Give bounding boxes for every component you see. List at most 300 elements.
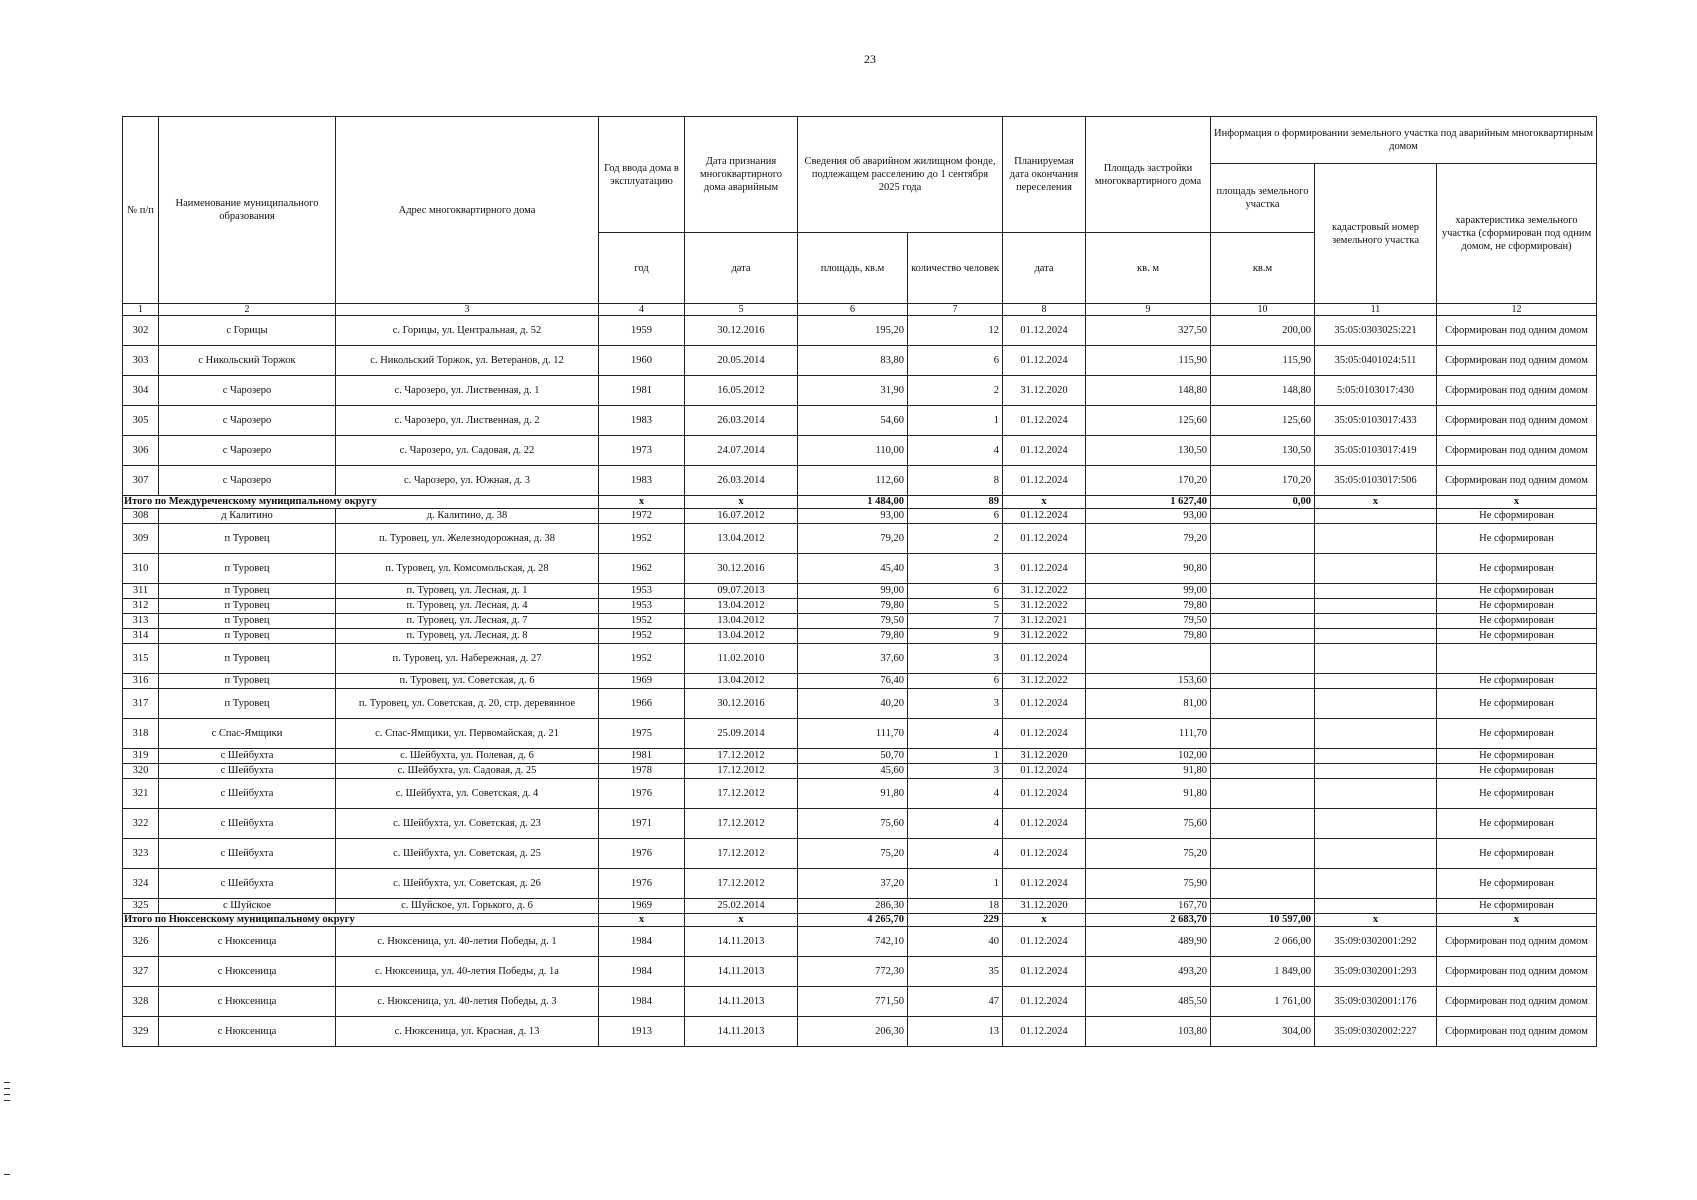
municipality-cell: п Туровец bbox=[159, 554, 336, 584]
land-area-cell bbox=[1211, 554, 1315, 584]
address-cell: п. Туровец, ул. Лесная, д. 1 bbox=[336, 584, 599, 599]
land-area-cell bbox=[1211, 629, 1315, 644]
address-cell: п. Туровец, ул. Лесная, д. 8 bbox=[336, 629, 599, 644]
address-cell: п. Туровец, ул. Советская, д. 6 bbox=[336, 674, 599, 689]
address-cell: п. Туровец, ул. Лесная, д. 7 bbox=[336, 614, 599, 629]
address-cell: с. Шуйское, ул. Горького, д. 6 bbox=[336, 899, 599, 914]
table-row bbox=[123, 436, 1597, 466]
land-area-cell bbox=[1211, 689, 1315, 719]
recognition-date-cell: 17.12.2012 bbox=[685, 779, 798, 809]
margin-mark bbox=[4, 1088, 10, 1089]
table-row bbox=[123, 346, 1597, 376]
row-number: 327 bbox=[123, 957, 159, 987]
table-row bbox=[123, 1017, 1597, 1047]
header-cadastral: кадастровый номер земельного участка bbox=[1315, 164, 1437, 304]
land-area-cell bbox=[1211, 644, 1315, 674]
subtotal-cadastral-number-cell: x bbox=[1315, 496, 1437, 509]
people-cell: 4 bbox=[908, 779, 1003, 809]
recognition-date-cell: 16.05.2012 bbox=[685, 376, 798, 406]
area-cell: 76,40 bbox=[798, 674, 908, 689]
year-cell: 1976 bbox=[599, 779, 685, 809]
resettlement-date-cell: 31.12.2021 bbox=[1003, 614, 1086, 629]
subtotal-land-characteristic-cell: x bbox=[1437, 496, 1597, 509]
subtotal-row bbox=[123, 914, 1597, 927]
land-characteristic-cell: Не сформирован bbox=[1437, 629, 1597, 644]
municipality-cell: с Чарозеро bbox=[159, 436, 336, 466]
row-number: 315 bbox=[123, 644, 159, 674]
margin-mark bbox=[4, 1174, 10, 1175]
area-cell: 111,70 bbox=[798, 719, 908, 749]
resettlement-date-cell: 01.12.2024 bbox=[1003, 987, 1086, 1017]
subtotal-year-cell: x bbox=[599, 914, 685, 927]
area-cell: 79,80 bbox=[798, 629, 908, 644]
land-area-cell bbox=[1211, 599, 1315, 614]
land-area-cell bbox=[1211, 524, 1315, 554]
year-cell: 1952 bbox=[599, 614, 685, 629]
land-characteristic-cell: Не сформирован bbox=[1437, 524, 1597, 554]
column-number: 11 bbox=[1315, 304, 1437, 316]
municipality-cell: с Никольский Торжок bbox=[159, 346, 336, 376]
cadastral-number-cell bbox=[1315, 554, 1437, 584]
cadastral-number-cell bbox=[1315, 509, 1437, 524]
margin-mark bbox=[4, 1100, 10, 1101]
land-characteristic-cell: Не сформирован bbox=[1437, 554, 1597, 584]
resettlement-date-cell: 01.12.2024 bbox=[1003, 316, 1086, 346]
built-area-cell: 170,20 bbox=[1086, 466, 1211, 496]
cadastral-number-cell: 35:09:0302001:293 bbox=[1315, 957, 1437, 987]
land-area-cell: 170,20 bbox=[1211, 466, 1315, 496]
land-characteristic-cell: Не сформирован bbox=[1437, 584, 1597, 599]
address-cell: с. Нюксеница, ул. Красная, д. 13 bbox=[336, 1017, 599, 1047]
area-cell: 742,10 bbox=[798, 927, 908, 957]
recognition-date-cell: 13.04.2012 bbox=[685, 614, 798, 629]
subtotal-year-cell: x bbox=[599, 496, 685, 509]
row-number: 309 bbox=[123, 524, 159, 554]
page-number: 23 bbox=[864, 52, 876, 66]
year-cell: 1966 bbox=[599, 689, 685, 719]
land-area-cell: 130,50 bbox=[1211, 436, 1315, 466]
address-cell: с. Горицы, ул. Центральная, д. 52 bbox=[336, 316, 599, 346]
address-cell: с. Шейбухта, ул. Советская, д. 4 bbox=[336, 779, 599, 809]
built-area-cell: 102,00 bbox=[1086, 749, 1211, 764]
year-cell: 1913 bbox=[599, 1017, 685, 1047]
subtotal-area-cell: 1 484,00 bbox=[798, 496, 908, 509]
row-number: 312 bbox=[123, 599, 159, 614]
cadastral-number-cell bbox=[1315, 869, 1437, 899]
year-cell: 1952 bbox=[599, 644, 685, 674]
land-characteristic-cell: Сформирован под одним домом bbox=[1437, 957, 1597, 987]
table-row bbox=[123, 584, 1597, 599]
address-cell: с. Чарозеро, ул. Южная, д. 3 bbox=[336, 466, 599, 496]
row-number: 316 bbox=[123, 674, 159, 689]
resettlement-date-cell: 01.12.2024 bbox=[1003, 509, 1086, 524]
recognition-date-cell: 17.12.2012 bbox=[685, 839, 798, 869]
subtotal-area-cell: 4 265,70 bbox=[798, 914, 908, 927]
year-cell: 1969 bbox=[599, 674, 685, 689]
municipality-cell: д Калитино bbox=[159, 509, 336, 524]
cadastral-number-cell: 35:05:0103017:506 bbox=[1315, 466, 1437, 496]
land-area-cell: 148,80 bbox=[1211, 376, 1315, 406]
municipality-cell: с Шуйское bbox=[159, 899, 336, 914]
recognition-date-cell: 24.07.2014 bbox=[685, 436, 798, 466]
municipality-cell: п Туровец bbox=[159, 689, 336, 719]
column-number: 5 bbox=[685, 304, 798, 316]
land-area-cell bbox=[1211, 839, 1315, 869]
recognition-date-cell: 30.12.2016 bbox=[685, 689, 798, 719]
column-number: 7 bbox=[908, 304, 1003, 316]
resettlement-date-cell: 01.12.2024 bbox=[1003, 809, 1086, 839]
table-row bbox=[123, 957, 1597, 987]
built-area-cell: 90,80 bbox=[1086, 554, 1211, 584]
year-cell: 1976 bbox=[599, 869, 685, 899]
area-cell: 40,20 bbox=[798, 689, 908, 719]
people-cell: 6 bbox=[908, 509, 1003, 524]
land-characteristic-cell: Не сформирован bbox=[1437, 509, 1597, 524]
resettlement-date-cell: 01.12.2024 bbox=[1003, 524, 1086, 554]
land-characteristic-cell: Сформирован под одним домом bbox=[1437, 466, 1597, 496]
resettlement-date-cell: 01.12.2024 bbox=[1003, 644, 1086, 674]
resettlement-date-cell: 31.12.2022 bbox=[1003, 629, 1086, 644]
land-characteristic-cell: Сформирован под одним домом bbox=[1437, 1017, 1597, 1047]
subtotal-row bbox=[123, 496, 1597, 509]
address-cell: с. Шейбухта, ул. Советская, д. 25 bbox=[336, 839, 599, 869]
recognition-date-cell: 26.03.2014 bbox=[685, 406, 798, 436]
area-cell: 110,00 bbox=[798, 436, 908, 466]
header-address: Адрес многоквартирного дома bbox=[336, 117, 599, 304]
built-area-cell: 79,50 bbox=[1086, 614, 1211, 629]
built-area-cell: 103,80 bbox=[1086, 1017, 1211, 1047]
resettlement-date-cell: 01.12.2024 bbox=[1003, 869, 1086, 899]
people-cell: 6 bbox=[908, 346, 1003, 376]
address-cell: п. Туровец, ул. Лесная, д. 4 bbox=[336, 599, 599, 614]
subtotal-land-area-cell: 10 597,00 bbox=[1211, 914, 1315, 927]
row-number: 323 bbox=[123, 839, 159, 869]
subtotal-resettlement-date-cell: x bbox=[1003, 496, 1086, 509]
column-number: 12 bbox=[1437, 304, 1597, 316]
area-cell: 91,80 bbox=[798, 779, 908, 809]
recognition-date-cell: 17.12.2012 bbox=[685, 809, 798, 839]
row-number: 303 bbox=[123, 346, 159, 376]
header-resettlement: Планируемая дата окончания переселения bbox=[1003, 117, 1086, 233]
subtotal-recognition-date-cell: x bbox=[685, 496, 798, 509]
land-characteristic-cell: Не сформирован bbox=[1437, 779, 1597, 809]
header-land-info: Информация о формировании земельного участка под аварийным многоквартирным домом bbox=[1211, 117, 1597, 164]
year-cell: 1971 bbox=[599, 809, 685, 839]
resettlement-date-cell: 01.12.2024 bbox=[1003, 346, 1086, 376]
municipality-cell: п Туровец bbox=[159, 644, 336, 674]
subtotal-land-characteristic-cell: x bbox=[1437, 914, 1597, 927]
address-cell: с. Чарозеро, ул. Лиственная, д. 1 bbox=[336, 376, 599, 406]
people-cell: 47 bbox=[908, 987, 1003, 1017]
year-cell: 1984 bbox=[599, 927, 685, 957]
municipality-cell: п Туровец bbox=[159, 629, 336, 644]
row-number: 320 bbox=[123, 764, 159, 779]
recognition-date-cell: 13.04.2012 bbox=[685, 629, 798, 644]
recognition-date-cell: 16.07.2012 bbox=[685, 509, 798, 524]
land-area-cell bbox=[1211, 899, 1315, 914]
land-characteristic-cell: Не сформирован bbox=[1437, 869, 1597, 899]
header-unit-sqm: кв. м bbox=[1086, 233, 1211, 304]
year-cell: 1976 bbox=[599, 839, 685, 869]
municipality-cell: п Туровец bbox=[159, 524, 336, 554]
built-area-cell: 493,20 bbox=[1086, 957, 1211, 987]
table-row bbox=[123, 689, 1597, 719]
land-characteristic-cell: Сформирован под одним домом bbox=[1437, 406, 1597, 436]
land-characteristic-cell bbox=[1437, 644, 1597, 674]
header-unit-sqm2: кв.м bbox=[1211, 233, 1315, 304]
year-cell: 1960 bbox=[599, 346, 685, 376]
municipality-cell: с Шейбухта bbox=[159, 749, 336, 764]
municipality-cell: п Туровец bbox=[159, 599, 336, 614]
municipality-cell: с Чарозеро bbox=[159, 376, 336, 406]
cadastral-number-cell bbox=[1315, 899, 1437, 914]
cadastral-number-cell bbox=[1315, 779, 1437, 809]
cadastral-number-cell bbox=[1315, 599, 1437, 614]
subtotal-built-area-cell: 1 627,40 bbox=[1086, 496, 1211, 509]
cadastral-number-cell: 35:09:0302002:227 bbox=[1315, 1017, 1437, 1047]
row-number: 306 bbox=[123, 436, 159, 466]
table-row bbox=[123, 466, 1597, 496]
land-area-cell: 125,60 bbox=[1211, 406, 1315, 436]
resettlement-date-cell: 01.12.2024 bbox=[1003, 406, 1086, 436]
municipality-cell: с Чарозеро bbox=[159, 406, 336, 436]
column-number: 1 bbox=[123, 304, 159, 316]
land-characteristic-cell: Сформирован под одним домом bbox=[1437, 316, 1597, 346]
cadastral-number-cell bbox=[1315, 839, 1437, 869]
table-row bbox=[123, 869, 1597, 899]
built-area-cell: 75,90 bbox=[1086, 869, 1211, 899]
municipality-cell: с Чарозеро bbox=[159, 466, 336, 496]
people-cell: 6 bbox=[908, 674, 1003, 689]
table-row bbox=[123, 614, 1597, 629]
land-area-cell: 115,90 bbox=[1211, 346, 1315, 376]
area-cell: 45,60 bbox=[798, 764, 908, 779]
land-area-cell: 304,00 bbox=[1211, 1017, 1315, 1047]
table-row bbox=[123, 809, 1597, 839]
column-number: 9 bbox=[1086, 304, 1211, 316]
year-cell: 1969 bbox=[599, 899, 685, 914]
land-area-cell bbox=[1211, 869, 1315, 899]
area-cell: 31,90 bbox=[798, 376, 908, 406]
year-cell: 1973 bbox=[599, 436, 685, 466]
row-number: 328 bbox=[123, 987, 159, 1017]
recognition-date-cell: 26.03.2014 bbox=[685, 466, 798, 496]
subtotal-cadastral-number-cell: x bbox=[1315, 914, 1437, 927]
address-cell: д. Калитино, д. 38 bbox=[336, 509, 599, 524]
municipality-cell: с Нюксеница bbox=[159, 957, 336, 987]
municipality-cell: с Шейбухта bbox=[159, 839, 336, 869]
address-cell: п. Туровец, ул. Комсомольская, д. 28 bbox=[336, 554, 599, 584]
resettlement-date-cell: 01.12.2024 bbox=[1003, 779, 1086, 809]
area-cell: 75,20 bbox=[798, 839, 908, 869]
row-number: 324 bbox=[123, 869, 159, 899]
land-characteristic-cell: Сформирован под одним домом bbox=[1437, 436, 1597, 466]
address-cell: с. Нюксеница, ул. 40-летия Победы, д. 3 bbox=[336, 987, 599, 1017]
people-cell: 4 bbox=[908, 719, 1003, 749]
cadastral-number-cell: 35:09:0302001:292 bbox=[1315, 927, 1437, 957]
land-area-cell: 1 849,00 bbox=[1211, 957, 1315, 987]
table-row bbox=[123, 644, 1597, 674]
land-characteristic-cell: Не сформирован bbox=[1437, 809, 1597, 839]
people-cell: 3 bbox=[908, 554, 1003, 584]
address-cell: с. Нюксеница, ул. 40-летия Победы, д. 1а bbox=[336, 957, 599, 987]
land-characteristic-cell: Не сформирован bbox=[1437, 674, 1597, 689]
area-cell: 772,30 bbox=[798, 957, 908, 987]
built-area-cell: 99,00 bbox=[1086, 584, 1211, 599]
recognition-date-cell: 17.12.2012 bbox=[685, 764, 798, 779]
resettlement-date-cell: 31.12.2020 bbox=[1003, 749, 1086, 764]
margin-mark bbox=[4, 1082, 10, 1083]
people-cell: 6 bbox=[908, 584, 1003, 599]
row-number: 318 bbox=[123, 719, 159, 749]
built-area-cell: 485,50 bbox=[1086, 987, 1211, 1017]
cadastral-number-cell bbox=[1315, 629, 1437, 644]
address-cell: п. Туровец, ул. Железнодорожная, д. 38 bbox=[336, 524, 599, 554]
land-area-cell bbox=[1211, 779, 1315, 809]
subtotal-people-cell: 89 bbox=[908, 496, 1003, 509]
header-recognition: Дата признания многоквартирного дома аварийным bbox=[685, 117, 798, 233]
people-cell: 1 bbox=[908, 869, 1003, 899]
year-cell: 1972 bbox=[599, 509, 685, 524]
table-row bbox=[123, 599, 1597, 614]
area-cell: 37,20 bbox=[798, 869, 908, 899]
cadastral-number-cell bbox=[1315, 674, 1437, 689]
cadastral-number-cell bbox=[1315, 719, 1437, 749]
land-characteristic-cell: Сформирован под одним домом bbox=[1437, 376, 1597, 406]
row-number: 317 bbox=[123, 689, 159, 719]
resettlement-date-cell: 01.12.2024 bbox=[1003, 839, 1086, 869]
row-number: 307 bbox=[123, 466, 159, 496]
year-cell: 1981 bbox=[599, 376, 685, 406]
subtotal-built-area-cell: 2 683,70 bbox=[1086, 914, 1211, 927]
people-cell: 40 bbox=[908, 927, 1003, 957]
municipality-cell: с Нюксеница bbox=[159, 927, 336, 957]
built-area-cell: 75,60 bbox=[1086, 809, 1211, 839]
area-cell: 45,40 bbox=[798, 554, 908, 584]
people-cell: 2 bbox=[908, 376, 1003, 406]
people-cell: 3 bbox=[908, 764, 1003, 779]
resettlement-date-cell: 01.12.2024 bbox=[1003, 927, 1086, 957]
table-row bbox=[123, 376, 1597, 406]
built-area-cell: 79,20 bbox=[1086, 524, 1211, 554]
row-number: 326 bbox=[123, 927, 159, 957]
header-municipality: Наименование муниципального образования bbox=[159, 117, 336, 304]
people-cell: 7 bbox=[908, 614, 1003, 629]
row-number: 329 bbox=[123, 1017, 159, 1047]
land-area-cell bbox=[1211, 719, 1315, 749]
table-row bbox=[123, 674, 1597, 689]
header-land-area: площадь земельного участка bbox=[1211, 164, 1315, 233]
people-cell: 12 bbox=[908, 316, 1003, 346]
people-cell: 1 bbox=[908, 406, 1003, 436]
land-area-cell bbox=[1211, 809, 1315, 839]
address-cell: с. Спас-Ямщики, ул. Первомайская, д. 21 bbox=[336, 719, 599, 749]
table-row bbox=[123, 839, 1597, 869]
year-cell: 1952 bbox=[599, 524, 685, 554]
land-characteristic-cell: Не сформирован bbox=[1437, 764, 1597, 779]
subtotal-resettlement-date-cell: x bbox=[1003, 914, 1086, 927]
area-cell: 79,50 bbox=[798, 614, 908, 629]
header-num: № п/п bbox=[123, 117, 159, 304]
land-characteristic-cell: Не сформирован bbox=[1437, 599, 1597, 614]
subtotal-recognition-date-cell: x bbox=[685, 914, 798, 927]
recognition-date-cell: 17.12.2012 bbox=[685, 749, 798, 764]
resettlement-date-cell: 31.12.2020 bbox=[1003, 899, 1086, 914]
recognition-date-cell: 14.11.2013 bbox=[685, 1017, 798, 1047]
resettlement-date-cell: 01.12.2024 bbox=[1003, 719, 1086, 749]
area-cell: 112,60 bbox=[798, 466, 908, 496]
table-row bbox=[123, 406, 1597, 436]
header-unit-date: дата bbox=[685, 233, 798, 304]
recognition-date-cell: 20.05.2014 bbox=[685, 346, 798, 376]
land-area-cell bbox=[1211, 764, 1315, 779]
people-cell: 13 bbox=[908, 1017, 1003, 1047]
cadastral-number-cell bbox=[1315, 809, 1437, 839]
resettlement-date-cell: 01.12.2024 bbox=[1003, 689, 1086, 719]
year-cell: 1978 bbox=[599, 764, 685, 779]
address-cell: с. Шейбухта, ул. Советская, д. 26 bbox=[336, 869, 599, 899]
resettlement-date-cell: 31.12.2020 bbox=[1003, 376, 1086, 406]
built-area-cell: 91,80 bbox=[1086, 779, 1211, 809]
built-area-cell: 167,70 bbox=[1086, 899, 1211, 914]
row-number: 311 bbox=[123, 584, 159, 599]
recognition-date-cell: 17.12.2012 bbox=[685, 869, 798, 899]
subtotal-label: Итого по Нюксенскому муниципальному округу bbox=[123, 914, 599, 927]
column-number: 2 bbox=[159, 304, 336, 316]
built-area-cell: 125,60 bbox=[1086, 406, 1211, 436]
address-cell: с. Никольский Торжок, ул. Ветеранов, д. 12 bbox=[336, 346, 599, 376]
built-area-cell: 91,80 bbox=[1086, 764, 1211, 779]
built-area-cell: 81,00 bbox=[1086, 689, 1211, 719]
land-characteristic-cell: Не сформирован bbox=[1437, 719, 1597, 749]
row-number: 308 bbox=[123, 509, 159, 524]
built-area-cell: 93,00 bbox=[1086, 509, 1211, 524]
row-number: 319 bbox=[123, 749, 159, 764]
municipality-cell: с Шейбухта bbox=[159, 764, 336, 779]
recognition-date-cell: 25.09.2014 bbox=[685, 719, 798, 749]
area-cell: 50,70 bbox=[798, 749, 908, 764]
land-characteristic-cell: Не сформирован bbox=[1437, 614, 1597, 629]
address-cell: п. Туровец, ул. Советская, д. 20, стр. деревянное bbox=[336, 689, 599, 719]
cadastral-number-cell bbox=[1315, 749, 1437, 764]
header-characteristic: характеристика земельного участка (сформирован под одним домом, не сформирован) bbox=[1437, 164, 1597, 304]
built-area-cell: 75,20 bbox=[1086, 839, 1211, 869]
resettlement-date-cell: 31.12.2022 bbox=[1003, 584, 1086, 599]
built-area-cell: 79,80 bbox=[1086, 599, 1211, 614]
area-cell: 195,20 bbox=[798, 316, 908, 346]
row-number: 314 bbox=[123, 629, 159, 644]
people-cell: 3 bbox=[908, 689, 1003, 719]
subtotal-people-cell: 229 bbox=[908, 914, 1003, 927]
row-number: 302 bbox=[123, 316, 159, 346]
table-row bbox=[123, 749, 1597, 764]
area-cell: 54,60 bbox=[798, 406, 908, 436]
resettlement-date-cell: 01.12.2024 bbox=[1003, 436, 1086, 466]
area-cell: 79,80 bbox=[798, 599, 908, 614]
row-number: 310 bbox=[123, 554, 159, 584]
header-unit-people: количество человек bbox=[908, 233, 1003, 304]
municipality-cell: п Туровец bbox=[159, 614, 336, 629]
table-row bbox=[123, 779, 1597, 809]
address-cell: с. Шейбухта, ул. Советская, д. 23 bbox=[336, 809, 599, 839]
municipality-cell: с Нюксеница bbox=[159, 1017, 336, 1047]
land-area-cell bbox=[1211, 674, 1315, 689]
area-cell: 99,00 bbox=[798, 584, 908, 599]
header-year: Год ввода дома в эксплуатацию bbox=[599, 117, 685, 233]
table-row bbox=[123, 719, 1597, 749]
margin-mark bbox=[4, 1094, 10, 1095]
cadastral-number-cell bbox=[1315, 644, 1437, 674]
